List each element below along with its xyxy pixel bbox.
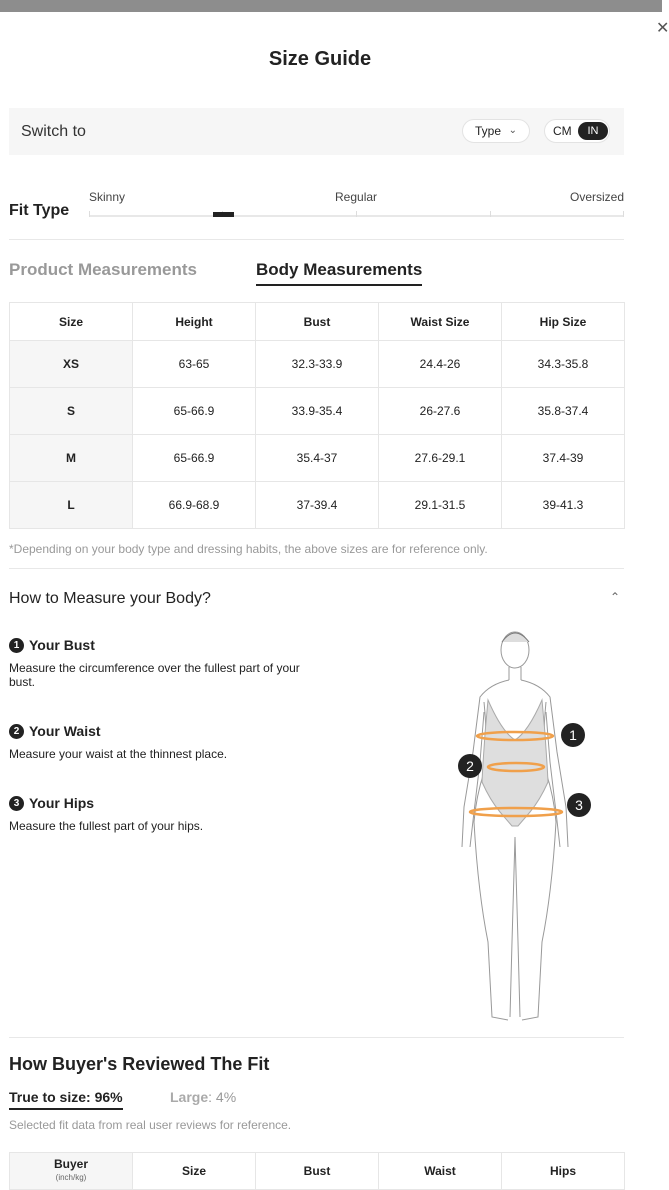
number-badge: 2 — [9, 724, 24, 739]
tab-true-to-size[interactable]: True to size: 96% — [9, 1089, 123, 1110]
table-cell: 66.9-68.9 — [133, 482, 256, 529]
size-table — [9, 302, 625, 529]
fit-type-label: Fit Type — [9, 202, 70, 219]
table-cell: XS — [10, 341, 133, 388]
switch-label: Switch to — [21, 123, 86, 140]
table-header: Waist Size — [379, 303, 502, 341]
body-measurement-figure — [440, 622, 600, 1027]
fit-tick — [490, 211, 491, 217]
measure-item-waist — [9, 723, 319, 761]
type-label: Type — [475, 124, 502, 138]
table-cell: 27.6-29.1 — [379, 435, 502, 482]
table-cell: 35.4-37 — [256, 435, 379, 482]
table-cell: 33.9-35.4 — [256, 388, 379, 435]
switch-bar — [9, 108, 624, 155]
table-cell: 29.1-31.5 — [379, 482, 502, 529]
table-cell: 37.4-39 — [502, 435, 625, 482]
buyer-section-title: How Buyer's Reviewed The Fit — [9, 1054, 270, 1074]
close-icon[interactable]: ✕ — [656, 20, 669, 37]
type-dropdown[interactable] — [462, 119, 530, 143]
figure-badge-2 — [458, 754, 482, 778]
table-cell: 35.8-37.4 — [502, 388, 625, 435]
tab-large-value: : 4% — [208, 1089, 237, 1105]
buyer-table — [9, 1152, 625, 1190]
divider — [9, 568, 624, 569]
table-row — [10, 482, 625, 529]
fit-skinny-label: Skinny — [89, 190, 126, 204]
measure-item-title: Your Bust — [29, 637, 95, 653]
figure-badge-label: 2 — [466, 758, 474, 774]
unit-in-option[interactable]: IN — [578, 122, 608, 140]
measure-item-desc: Measure the circumference over the fullest part of your bust. — [9, 661, 300, 689]
buyer-note: Selected fit data from real user reviews for reference. — [9, 1118, 292, 1132]
table-cell: 63-65 — [133, 341, 256, 388]
table-cell: 37-39.4 — [256, 482, 379, 529]
tab-body-measurements[interactable]: Body Measurements — [256, 260, 422, 286]
table-header: Bust — [256, 1153, 379, 1190]
buyer-header-sub: (inch/kg) — [55, 1173, 87, 1182]
table-cell: 24.4-26 — [379, 341, 502, 388]
top-overlay-bar — [0, 0, 662, 12]
figure-badge-label: 1 — [569, 727, 577, 743]
reference-note: *Depending on your body type and dressing habits, the above sizes are for reference only. — [9, 542, 488, 556]
table-cell: 65-66.9 — [133, 388, 256, 435]
table-cell: S — [10, 388, 133, 435]
measure-item-title: Your Hips — [29, 795, 95, 811]
measure-item-bust — [9, 637, 319, 689]
tab-product-measurements[interactable]: Product Measurements — [9, 260, 197, 279]
fit-tick — [623, 211, 624, 217]
table-cell: 32.3-33.9 — [256, 341, 379, 388]
measure-item-desc: Measure your waist at the thinnest place. — [9, 747, 228, 761]
table-cell: 26-27.6 — [379, 388, 502, 435]
fit-regular-label: Regular — [335, 190, 378, 204]
measure-item-desc: Measure the fullest part of your hips. — [9, 819, 204, 833]
chevron-up-icon[interactable]: ⌃ — [610, 590, 621, 604]
number-badge: 1 — [9, 638, 24, 653]
table-header: Waist — [379, 1153, 502, 1190]
page-title: Size Guide — [268, 48, 372, 70]
fit-oversized-label: Oversized — [570, 190, 625, 204]
table-cell: L — [10, 482, 133, 529]
buyer-header-label: Buyer — [53, 1157, 88, 1171]
unit-toggle[interactable] — [544, 119, 610, 143]
table-header — [10, 1153, 133, 1190]
table-header: Height — [133, 303, 256, 341]
table-row — [10, 341, 625, 388]
figure-badge-3 — [567, 793, 591, 817]
table-header-row — [10, 1153, 625, 1190]
table-header: Size — [133, 1153, 256, 1190]
table-cell: 34.3-35.8 — [502, 341, 625, 388]
fit-scale — [89, 215, 624, 217]
fit-tick — [89, 211, 90, 217]
measure-item-hips — [9, 795, 319, 833]
table-row — [10, 435, 625, 482]
table-header-row — [10, 303, 625, 341]
table-header: Hips — [502, 1153, 625, 1190]
table-row — [10, 388, 625, 435]
measure-item-title: Your Waist — [29, 723, 101, 739]
table-header: Size — [10, 303, 133, 341]
fit-tick — [356, 211, 357, 217]
table-cell: 39-41.3 — [502, 482, 625, 529]
number-badge: 3 — [9, 796, 24, 811]
figure-badge-label: 3 — [575, 797, 583, 813]
tab-large[interactable] — [170, 1089, 236, 1105]
divider — [9, 1037, 624, 1038]
fit-marker — [213, 212, 234, 217]
table-cell: 65-66.9 — [133, 435, 256, 482]
table-cell: M — [10, 435, 133, 482]
figure-badge-1 — [561, 723, 585, 747]
table-header: Bust — [256, 303, 379, 341]
chevron-down-icon: ⌄ — [508, 125, 517, 136]
table-header: Hip Size — [502, 303, 625, 341]
unit-cm-option[interactable]: CM — [553, 124, 572, 138]
measure-section-title[interactable]: How to Measure your Body? — [9, 590, 211, 607]
tab-large-label: Large — [170, 1089, 209, 1105]
divider — [9, 239, 624, 240]
